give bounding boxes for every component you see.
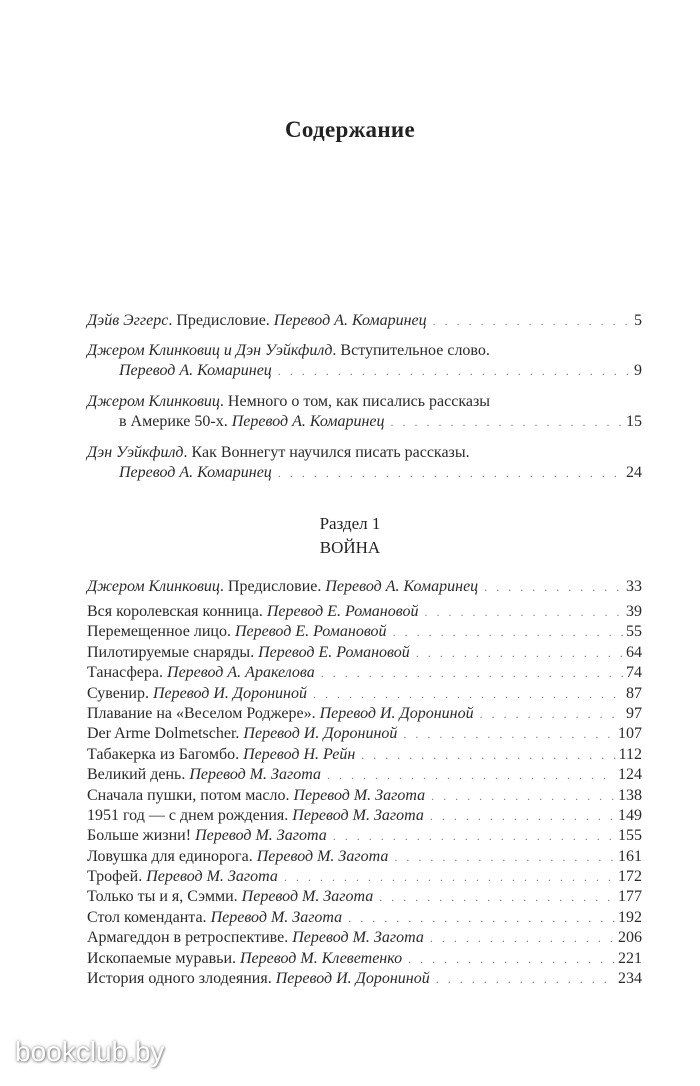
dot-leader	[436, 969, 615, 989]
entry-title: Плавание на «Веселом Роджере».	[87, 704, 320, 722]
entry-author: Джером Клинковиц	[87, 578, 220, 595]
page-number: 5	[634, 312, 642, 329]
toc-entry	[87, 765, 642, 785]
toc-entry	[87, 867, 642, 887]
dot-leader	[379, 887, 615, 907]
page-number: 9	[634, 362, 642, 380]
page-number: 64	[626, 643, 642, 661]
section-preface-entry	[87, 577, 642, 597]
section-number: Раздел 1	[319, 514, 381, 533]
dot-leader	[431, 786, 615, 806]
intro-entry	[87, 341, 642, 382]
entry-translator: Перевод А. Комаринец	[119, 464, 272, 482]
section-name: ВОЙНА	[319, 538, 381, 557]
dot-leader	[393, 622, 623, 642]
entry-translator: Перевод М. Загота	[146, 868, 278, 886]
entry-translator: Перевод М. Загота	[293, 786, 426, 804]
toc-entry	[87, 643, 642, 663]
entry-translator: Перевод Н. Рейн	[243, 745, 356, 763]
page-number: 24	[626, 464, 642, 482]
page-number: 221	[618, 949, 642, 967]
toc-entry	[87, 602, 642, 622]
dot-leader	[327, 765, 615, 785]
entry-translator: Перевод И. Дорониной	[243, 725, 398, 743]
entry-author: Джером Клинковиц и Дэн Уэйкфилд	[87, 342, 333, 359]
dot-leader	[333, 826, 615, 846]
entry-translator: Перевод М. Загота	[189, 766, 321, 784]
dot-leader	[433, 311, 629, 331]
page-number: 149	[618, 806, 642, 824]
section-entries-list	[87, 602, 642, 989]
dot-leader	[348, 908, 615, 928]
watermark-logo: bookclub.by	[15, 1036, 165, 1067]
page-number: 206	[618, 929, 642, 947]
entry-title: . Немного о том, как писались рассказы	[219, 393, 491, 410]
page-number: 74	[626, 664, 642, 682]
page-number: 172	[618, 868, 642, 886]
dot-leader	[408, 949, 615, 969]
dot-leader	[403, 724, 615, 744]
entry-title: Только ты и я, Сэмми.	[87, 888, 242, 906]
dot-leader	[484, 577, 623, 597]
entry-translator: Перевод М. Клеветенко	[240, 949, 403, 967]
toc-entry	[87, 806, 642, 826]
entry-translator: Перевод А. Комаринец	[119, 362, 272, 380]
entry-translator: Перевод М. Загота	[292, 929, 424, 947]
dot-leader	[430, 806, 615, 826]
entry-title-cont: в Америке 50-х.	[119, 413, 232, 431]
toc-entry	[87, 724, 642, 744]
entry-translator: Перевод Е. Романовой	[258, 643, 410, 661]
page-number: 55	[626, 623, 642, 641]
dot-leader	[394, 847, 615, 867]
page-number: 155	[618, 827, 642, 845]
entry-title: Великий день.	[87, 766, 190, 784]
dot-leader	[321, 663, 623, 683]
entry-title: Стол коменданта.	[87, 908, 211, 926]
intro-entry	[87, 443, 642, 484]
toc-entry	[87, 908, 642, 928]
entry-translator: Перевод И. Дорониной	[152, 684, 307, 702]
entry-translator: Перевод М. Загота	[241, 888, 374, 906]
entry-title: Пилотируемые снаряды.	[87, 643, 259, 661]
entry-author: Джером Клинковиц	[87, 393, 220, 410]
page-number: 161	[618, 847, 642, 865]
toc-entry	[87, 704, 642, 724]
entry-translator: Перевод М. Загота	[256, 847, 389, 865]
page-number: 33	[626, 578, 642, 595]
toc-entry	[87, 622, 642, 642]
page-number: 138	[618, 786, 642, 804]
dot-leader	[391, 412, 623, 432]
entry-title: История одного злодеяния.	[87, 970, 276, 988]
page-number: 234	[618, 970, 642, 988]
dot-leader	[424, 602, 623, 622]
entry-author: Дэн Уэйкфилд	[87, 444, 184, 461]
page-number: 15	[626, 413, 642, 431]
entry-translator: Перевод Е. Романовой	[234, 623, 387, 641]
dot-leader	[278, 463, 623, 483]
entry-title: Сначала пушки, потом масло.	[87, 786, 294, 804]
intro-entry	[87, 311, 642, 331]
entry-translator: Перевод Е. Романовой	[266, 603, 419, 620]
entry-translator: Перевод А. Комаринец	[325, 578, 479, 595]
entry-translator: Перевод И. Дорониной	[319, 704, 474, 722]
entry-title: Табакерка из Багомбо.	[87, 745, 244, 763]
entry-title: Вся королевская конница.	[87, 603, 267, 620]
entry-title: 1951 год — с днем рождения.	[87, 806, 293, 824]
dot-leader	[480, 704, 623, 724]
entry-translator: Перевод М. Загота	[195, 827, 327, 845]
entry-translator: Перевод А. Аракелова	[167, 664, 315, 682]
toc-entry	[87, 887, 642, 907]
dot-leader	[416, 643, 623, 663]
page-number: 39	[626, 603, 642, 620]
entry-title: Трофей.	[87, 868, 147, 886]
page-number: 107	[618, 725, 642, 743]
page-number: 124	[618, 766, 642, 784]
dot-leader	[284, 867, 615, 887]
page-number: 177	[618, 888, 642, 906]
toc-entry	[87, 826, 642, 846]
toc-entry	[87, 949, 642, 969]
toc-entry	[87, 969, 642, 989]
dot-leader	[313, 684, 623, 704]
entry-title: Ископаемые муравьи.	[87, 949, 240, 967]
dot-leader	[361, 745, 615, 765]
entry-author: Дэйв Эггерс	[87, 312, 169, 329]
page-number: 192	[618, 908, 642, 926]
entry-title: Сувенир.	[87, 684, 153, 702]
toc-entry	[87, 786, 642, 806]
page-number: 87	[626, 684, 642, 702]
page-title: Содержание	[285, 117, 415, 142]
toc-entry	[87, 928, 642, 948]
entry-translator: Перевод А. Комаринец	[273, 312, 427, 329]
entry-title: Больше жизни!	[87, 827, 196, 845]
toc-entry	[87, 745, 642, 765]
entry-title: . Как Воннегут научился писать рассказы.	[183, 444, 470, 461]
toc-entry	[87, 684, 642, 704]
entry-translator: Перевод А. Комаринец	[231, 413, 385, 431]
dot-leader	[278, 361, 629, 381]
page-number: 97	[626, 704, 642, 722]
entry-translator: Перевод М. Загота	[210, 908, 343, 926]
dot-leader	[430, 928, 615, 948]
entry-title: . Вступительное слово.	[332, 342, 490, 359]
entry-title: Der Arme Dolmetscher.	[87, 725, 244, 743]
entry-title: . Предисловие.	[168, 312, 274, 329]
entry-title: Танасфера.	[87, 664, 168, 682]
entry-translator: Перевод М. Загота	[292, 806, 424, 824]
entry-title: Ловушка для единорога.	[87, 847, 257, 865]
entry-title: Перемещенное лицо.	[87, 623, 235, 641]
intro-entry	[87, 392, 642, 433]
page-number: 112	[618, 745, 642, 763]
entry-title: Армагеддон в ретроспективе.	[87, 929, 293, 947]
toc-entry	[87, 847, 642, 867]
toc-entry	[87, 663, 642, 683]
entry-translator: Перевод И. Дорониной	[275, 970, 430, 988]
entry-title: . Предисловие.	[219, 578, 326, 595]
